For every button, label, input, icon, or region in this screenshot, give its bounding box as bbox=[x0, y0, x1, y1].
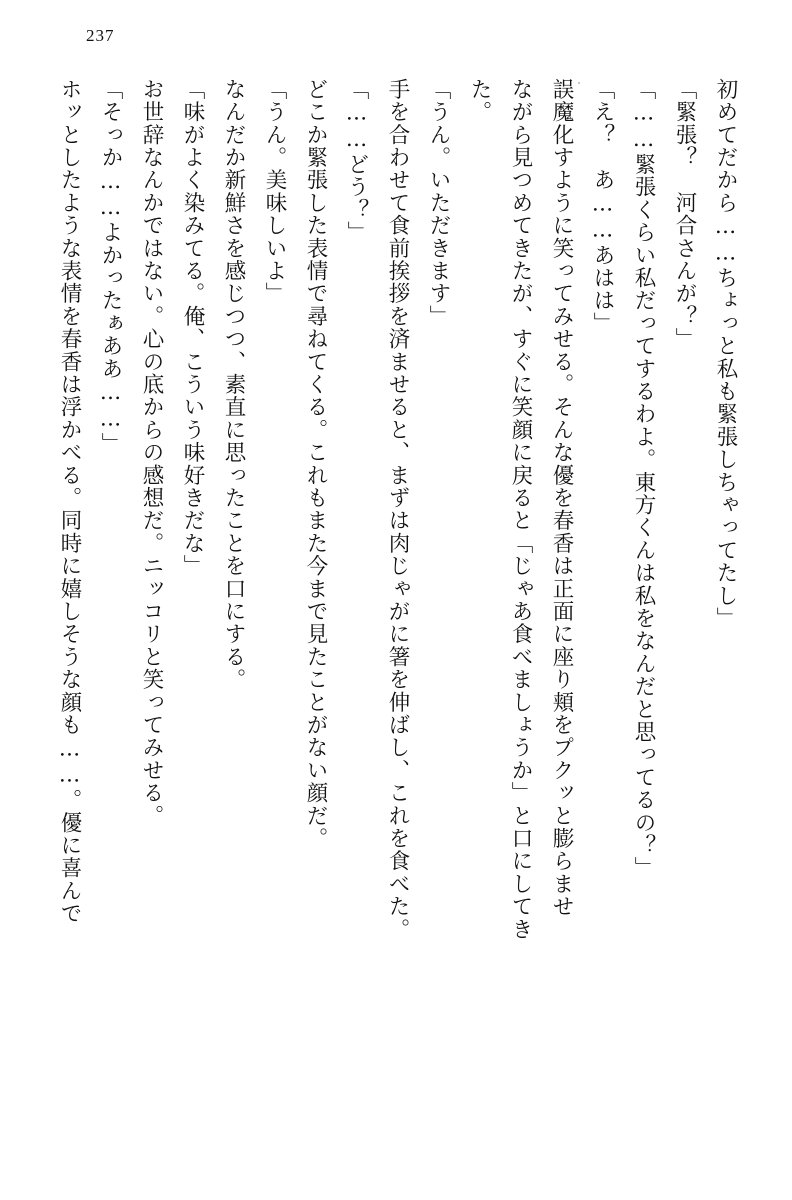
text-line: 「味がよく染みてる。俺、こういう味好きだな」 bbox=[180, 78, 205, 578]
text-line: 「そっか……よかったぁああ……」 bbox=[98, 78, 123, 456]
text-line: 「うん。いただきます」 bbox=[426, 78, 451, 328]
text-line: 誤魔化すように笑ってみせる。そんな優を春香は正面に座り頬をプクッと膨らませ bbox=[549, 78, 574, 918]
page-text-body bbox=[56, 78, 746, 1168]
text-line: ながら見つめてきたが、すぐに笑顔に戻ると「じゃあ食べましょうか」と口にしてき bbox=[508, 78, 533, 941]
text-line: 「うん。美味しいよ」 bbox=[262, 78, 287, 305]
text-line: なんだか新鮮さを感じつつ、素直に思ったことを口にする。 bbox=[221, 78, 246, 691]
text-line: 手を合わせて食前挨拶を済ませると、まずは肉じゃがに箸を伸ばし、これを食べた。 bbox=[385, 78, 410, 941]
text-line: た。 bbox=[467, 78, 492, 124]
text-line: 初めてだから……ちょっと私も緊張しちゃってたし」 bbox=[713, 78, 738, 630]
text-line: 「……緊張くらい私だってするわよ。東方くんは私をなんだと思ってるの？」 bbox=[631, 78, 656, 880]
text-line: どこか緊張した表情で尋ねてくる。これもまた今まで見たことがない顔だ。 bbox=[303, 78, 328, 850]
text-line: お世辞なんかではない。心の底からの感想だ。ニッコリと笑ってみせる。 bbox=[139, 78, 164, 828]
page-number: 237 bbox=[86, 26, 115, 45]
text-line: ホッとしたような表情を春香は浮かべる。同時に嬉しそうな顔も……。優に喜んで bbox=[57, 78, 82, 925]
text-line: 「え？ あ……あはは」 bbox=[590, 78, 615, 335]
text-line: 「緊張？ 河合さんが？」 bbox=[672, 78, 697, 351]
text-line: 「……どう？」 bbox=[344, 78, 369, 244]
